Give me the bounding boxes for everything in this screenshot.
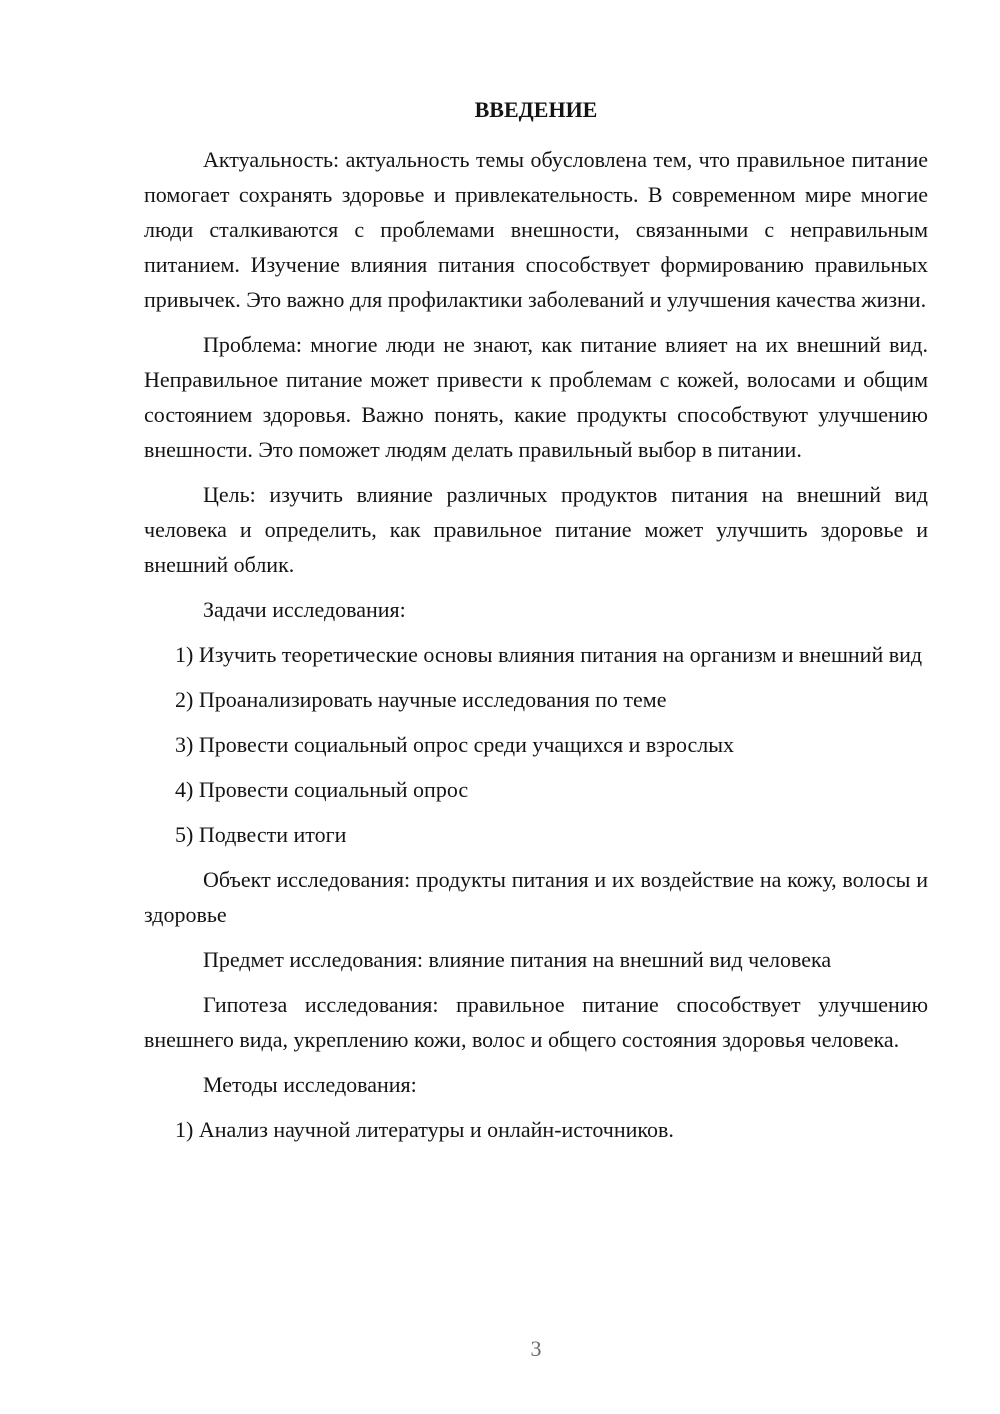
task-item: 3) Провести социальный опрос среди учащихся и взрослых	[175, 732, 735, 757]
hypothesis-paragraph: Гипотеза исследования: правильное питание способствует улучшению внешнего вида, укреплению кожи, волос и общего состояния здоровья человека.	[144, 992, 928, 1052]
task-item: 4) Провести социальный опрос	[175, 777, 469, 802]
methods-heading: Методы исследования:	[203, 1072, 417, 1097]
task-item: 1) Изучить теоретические основы влияния питания на организм и внешний вид	[175, 642, 923, 667]
relevance-paragraph: Актуальность: актуальность темы обусловлена тем, что правильное питание помогает сохранять здоровье и привлекательность. В современном мире многие люди сталкиваются с проблемами внешности, связанными с неправильным питанием. Изучение влияния питания способствует формированию правильных привычек. Это важно для профилактики заболеваний и улучшения качества жизни.	[144, 147, 928, 312]
goal-paragraph: Цель: изучить влияние различных продуктов питания на внешний вид человека и определить, как правильное питание может улучшить здоровье и внешний облик.	[144, 482, 928, 577]
tasks-heading: Задачи исследования:	[203, 597, 406, 622]
section-title: ВВЕДЕНИЕ	[474, 97, 598, 122]
object-paragraph: Объект исследования: продукты питания и их воздействие на кожу, волосы и здоровье	[144, 867, 928, 927]
page-number: 3	[530, 1336, 542, 1361]
method-item: 1) Анализ научной литературы и онлайн-источников.	[175, 1117, 674, 1142]
task-item: 2) Проанализировать научные исследования по теме	[175, 687, 667, 712]
body-text	[144, 142, 928, 1147]
problem-paragraph: Проблема: многие люди не знают, как питание влияет на их внешний вид. Неправильное питание может привести к проблемам с кожей, волосами и общим состоянием здоровья. Важно понять, какие продукты способствуют улучшению внешности. Это поможет людям делать правильный выбор в питании.	[144, 332, 928, 462]
subject-paragraph: Предмет исследования: влияние питания на внешний вид человека	[203, 947, 832, 972]
task-item: 5) Подвести итоги	[175, 822, 347, 847]
